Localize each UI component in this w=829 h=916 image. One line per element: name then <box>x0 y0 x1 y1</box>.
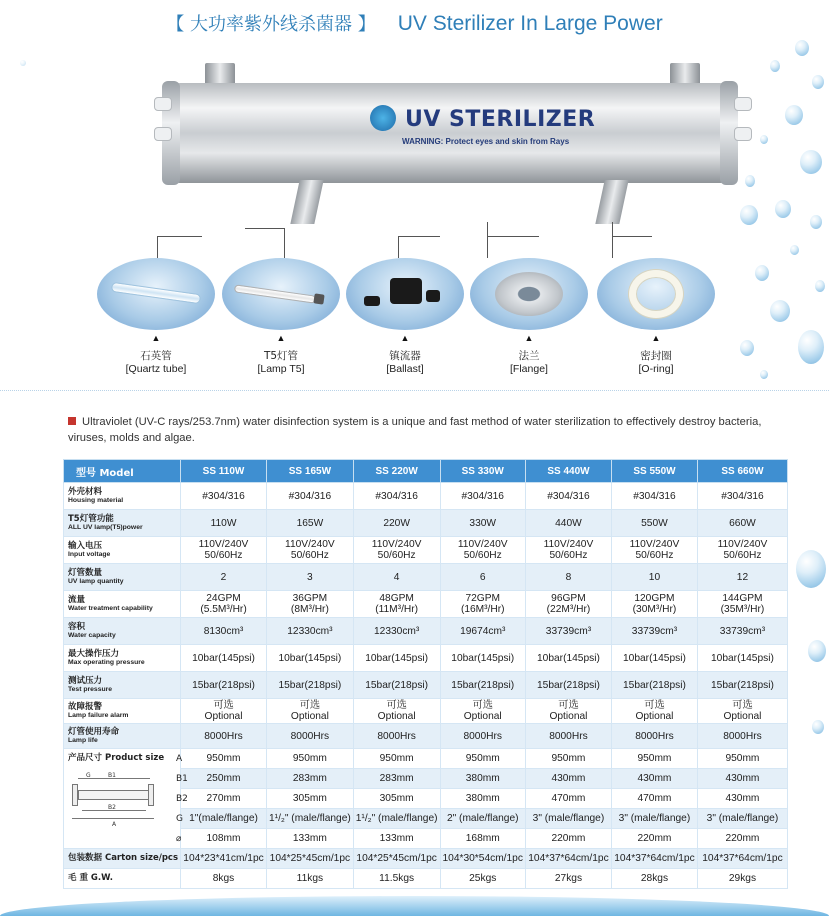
table-cell: 110V/240V 50/60Hz <box>697 537 787 564</box>
table-cell: 283mm <box>353 769 440 789</box>
table-row <box>64 483 788 510</box>
table-cell: 8000Hrs <box>181 724 267 749</box>
row-label <box>64 510 181 537</box>
row-label-english: UV lamp quantity <box>68 578 124 585</box>
row-label-english: Lamp failure alarm <box>68 712 129 719</box>
brand-logo-icon <box>370 105 396 131</box>
flange-icon <box>470 258 588 330</box>
table-cell: 220mm <box>525 829 611 849</box>
row-label-chinese: T5灯管功能 <box>68 514 114 524</box>
table-cell: 15bar(218psi) <box>353 672 440 699</box>
table-cell: 104*37*64cm/1pc <box>525 849 611 869</box>
row-label-chinese: 输入电压 <box>68 541 103 551</box>
title-english: UV Sterilizer In Large Power <box>397 12 663 35</box>
table-cell: 430mm <box>611 769 697 789</box>
product-description: Ultraviolet (UV-C rays/253.7nm) water disinfection system is a unique and fast method of water sterilization to effectively destroy bacteria, viruses, molds and algae. <box>68 416 762 444</box>
table-cell: 19674cm³ <box>440 618 525 645</box>
model-column-header: SS 110W <box>181 460 267 483</box>
table-cell: 8000Hrs <box>611 724 697 749</box>
table-cell: 430mm <box>697 789 787 809</box>
page-title <box>0 10 829 36</box>
component-label-flange: 法兰 [Flange] <box>510 350 548 375</box>
table-cell: 110V/240V 50/60Hz <box>181 537 267 564</box>
table-cell: 可选 Optional <box>267 699 354 724</box>
component-label-quartz-tube: 石英管 [Quartz tube] <box>125 350 187 375</box>
row-label <box>64 537 181 564</box>
table-cell: 12330cm³ <box>267 618 354 645</box>
table-cell: #304/316 <box>611 483 697 510</box>
sterilizer-warning-text: WARNING: Protect eyes and skin from Rays <box>402 137 570 146</box>
row-label <box>64 699 181 724</box>
table-cell: 108mm <box>181 829 267 849</box>
row-label-english: Water capacity <box>68 632 116 639</box>
row-label <box>64 645 181 672</box>
table-cell: 8 <box>525 564 611 591</box>
table-cell: 可选 Optional <box>525 699 611 724</box>
table-cell: 3" (male/flange) <box>525 809 611 829</box>
table-cell: 2" (male/flange) <box>440 809 525 829</box>
table-cell: 660W <box>697 510 787 537</box>
bullet-square-icon <box>68 417 76 425</box>
table-cell: 33739cm³ <box>525 618 611 645</box>
table-cell: 1¹/₂" (male/flange) <box>267 809 354 829</box>
table-cell: 104*37*64cm/1pc <box>611 849 697 869</box>
table-cell: 110V/240V 50/60Hz <box>611 537 697 564</box>
table-cell: 15bar(218psi) <box>181 672 267 699</box>
model-column-header: SS 330W <box>440 460 525 483</box>
ballast-icon <box>346 258 464 330</box>
water-splash-decoration <box>0 896 829 916</box>
table-cell: 104*25*45cm/1pc <box>267 849 354 869</box>
table-cell: 430mm <box>697 769 787 789</box>
product-sheet: 【 大功率紫外线杀菌器 】 UV Sterilizer In Large Power UV STERILIZER WARNING: Protect eyes and skin from Rays ▲ 石英管 [Quartz tube] ▲ T5灯管 [Lamp T5] ▲ 镇流器 [Ballast] ▲ 法兰 [Flange] ▲ 密封圈 [O-ring] Ultraviolet (UV-C rays/253.7nm) water disinfection system is a unique and fast method of water sterilization to effectively destroy bacteria, viruses, molds and algae. 型号 Model SS 110W SS 165W SS 220W SS 330W SS 440W SS 550W SS 660W 外壳材料 Housing material #304/316 #304/316 #304/316 #304/316 #304/316 #304/316 #304/316 T5灯管功能 ALL UV lamp(T5)power 110W 165W 220W 330W 440W 550W 660W 输入电压 Input voltage 110V/240V 50/60Hz 110V/240V 50/60Hz 110V/240V 50/60Hz 110V/240V 50/60Hz 110V/240V 50/60Hz 110V/240V 50/60Hz 110V/240V 50/60Hz 灯管数量 UV lamp quantity 2 3 4 6 8 10 12 流量 Water treatment capability 24GPM (5.5M³/Hr) 36GPM (8M³/Hr) 48GPM (11M³/Hr) 72GPM (16M³/Hr) 96GPM (22M³/Hr) 120GPM (30M³/Hr) 144GPM (35M³/Hr) 容积 Water capacity 8130cm³ 12330cm³ 12330cm³ 19674cm³ 33739cm³ 33739cm³ 33739cm³ 最大操作压力 Max operating pressure 10bar(145psi) 10bar(145psi) 10bar(145psi) 10bar(145psi) 10bar(145psi) 10bar(145psi) 10bar(145psi) 测试压力 Test pressure 15bar(218psi) 15bar(218psi) 15bar(218psi) 15bar(218psi) 15bar(218psi) 15bar(218psi) 15bar(218psi) 故障报警 Lamp failure alarm 可选 Optional 可选 Optional 可选 Optional 可选 Optional 可选 Optional 可选 Optional 可选 Optional 灯管使用寿命 Lamp life 8000Hrs 8000Hrs 8000Hrs 8000Hrs 8000Hrs 8000Hrs 8000Hrs 产品尺寸 Product size G B1 B2 A A B1 B2 G ⌀ 950mm 950mm 950mm 950mm 950mm 950mm 950mm 250mm 283mm 283mm 380mm 430mm 430mm 430mm 270mm 305mm 305mm 380mm 470mm 470mm 430mm 1"(male/flange) 1¹/₂" (male/flange) 1¹/₂" (male/flange) 2" (male/flange) 3" (male/flange) 3" (male/flange) 3" (male/flange) 108mm 133mm 133mm 168mm 220mm 220mm 220mm 包装数据 Carton size/pcs 104*23*41cm/1pc 104*25*45cm/1pc 104*25*45cm/1pc 104*30*54cm/1pc 104*37*64cm/1pc 104*37*64cm/1pc 104*37*64cm/1pc 毛 重 G.W. 8kgs 11kgs 11.5kgs 25kgs 27kgs 28kgs 29kgs <box>0 0 829 916</box>
row-label-english: Max operating pressure <box>68 659 145 666</box>
row-label-chinese: 流量 <box>68 595 86 605</box>
component-label-ballast: 镇流器 [Ballast] <box>386 350 424 375</box>
table-cell: 220mm <box>697 829 787 849</box>
table-cell: 8130cm³ <box>181 618 267 645</box>
table-cell: 6 <box>440 564 525 591</box>
table-cell: 25kgs <box>440 869 525 889</box>
row-label <box>64 483 181 510</box>
table-row <box>64 591 788 618</box>
table-cell: 110V/240V 50/60Hz <box>267 537 354 564</box>
table-cell: 11.5kgs <box>353 869 440 889</box>
title-chinese: 【 大功率紫外线杀菌器 】 <box>166 14 376 35</box>
table-cell: #304/316 <box>525 483 611 510</box>
table-cell: 29kgs <box>697 869 787 889</box>
table-cell: 144GPM (35M³/Hr) <box>697 591 787 618</box>
table-cell: 15bar(218psi) <box>267 672 354 699</box>
dimension-key: ⌀ <box>176 834 182 844</box>
table-cell: 10 <box>611 564 697 591</box>
table-cell: 380mm <box>440 769 525 789</box>
model-column-header: SS 220W <box>353 460 440 483</box>
row-label-english: ALL UV lamp(T5)power <box>68 524 143 531</box>
table-cell: 430mm <box>525 769 611 789</box>
table-row <box>64 645 788 672</box>
table-cell: 15bar(218psi) <box>611 672 697 699</box>
table-cell: 36GPM (8M³/Hr) <box>267 591 354 618</box>
row-label <box>64 618 181 645</box>
row-label-english: Lamp life <box>68 737 98 744</box>
table-cell: 250mm <box>181 769 267 789</box>
table-row <box>64 618 788 645</box>
table-cell: 168mm <box>440 829 525 849</box>
table-cell: 380mm <box>440 789 525 809</box>
model-column-header: SS 165W <box>267 460 354 483</box>
model-column-header: SS 660W <box>697 460 787 483</box>
uv-lamp-icon <box>222 258 340 330</box>
product-size-title: 产品尺寸 Product size <box>68 753 165 763</box>
table-cell: 可选 Optional <box>440 699 525 724</box>
table-cell: 950mm <box>181 749 267 769</box>
model-column-header: SS 550W <box>611 460 697 483</box>
table-cell: 8000Hrs <box>525 724 611 749</box>
section-divider <box>0 390 829 391</box>
row-label <box>64 564 181 591</box>
table-header-row <box>64 460 788 483</box>
table-cell: 10bar(145psi) <box>611 645 697 672</box>
table-cell: 470mm <box>525 789 611 809</box>
dimension-key: B2 <box>176 794 188 804</box>
row-label-chinese: 灯管使用寿命 <box>68 727 120 737</box>
row-label <box>64 672 181 699</box>
table-cell: 27kgs <box>525 869 611 889</box>
component-label-lamp: T5灯管 [Lamp T5] <box>257 350 305 375</box>
o-ring-icon <box>597 258 715 330</box>
table-cell: 104*37*64cm/1pc <box>697 849 787 869</box>
row-label-chinese: 外壳材料 <box>68 487 103 497</box>
table-cell: 72GPM (16M³/Hr) <box>440 591 525 618</box>
table-cell: #304/316 <box>181 483 267 510</box>
support-leg-right <box>595 180 628 224</box>
table-cell: 110V/240V 50/60Hz <box>353 537 440 564</box>
table-row <box>64 869 788 889</box>
table-cell: 可选 Optional <box>181 699 267 724</box>
table-cell: 可选 Optional <box>697 699 787 724</box>
table-cell: 220mm <box>611 829 697 849</box>
table-cell: 270mm <box>181 789 267 809</box>
gross-weight-label: 毛 重 G.W. <box>64 869 181 889</box>
row-label-chinese: 容积 <box>68 622 86 632</box>
sterilizer-brand-text: UV STERILIZER <box>405 107 596 132</box>
table-cell: 950mm <box>267 749 354 769</box>
table-cell: 8000Hrs <box>267 724 354 749</box>
table-row <box>64 510 788 537</box>
dimension-key: G <box>176 814 183 824</box>
table-cell: 950mm <box>440 749 525 769</box>
table-cell: 120GPM (30M³/Hr) <box>611 591 697 618</box>
row-label-chinese: 最大操作压力 <box>68 649 120 659</box>
row-label-english: Test pressure <box>68 686 113 693</box>
table-cell: 104*25*45cm/1pc <box>353 849 440 869</box>
table-cell: 10bar(145psi) <box>267 645 354 672</box>
table-cell: 104*23*41cm/1pc <box>181 849 267 869</box>
table-cell: 165W <box>267 510 354 537</box>
table-cell: 133mm <box>353 829 440 849</box>
table-cell: 28kgs <box>611 869 697 889</box>
table-cell: 12330cm³ <box>353 618 440 645</box>
row-label-english: Water treatment capability <box>68 605 153 612</box>
row-label-english: Input voltage <box>68 551 111 558</box>
table-cell: 950mm <box>697 749 787 769</box>
table-row <box>64 672 788 699</box>
table-cell: 283mm <box>267 769 354 789</box>
row-label-chinese: 测试压力 <box>68 676 103 686</box>
table-cell: #304/316 <box>267 483 354 510</box>
table-cell: 8000Hrs <box>697 724 787 749</box>
table-cell: 950mm <box>611 749 697 769</box>
table-cell: 可选 Optional <box>353 699 440 724</box>
table-cell: 110W <box>181 510 267 537</box>
table-cell: 4 <box>353 564 440 591</box>
model-header: 型号 Model <box>64 460 181 483</box>
table-row <box>64 849 788 869</box>
dimension-drawing-icon: G B1 B2 A <box>68 764 158 824</box>
table-cell: #304/316 <box>697 483 787 510</box>
table-cell: 可选 Optional <box>611 699 697 724</box>
row-label <box>64 591 181 618</box>
component-label-o-ring: 密封圈 [O-ring] <box>638 350 674 375</box>
table-row <box>64 537 788 564</box>
table-cell: 8000Hrs <box>440 724 525 749</box>
table-cell: 15bar(218psi) <box>697 672 787 699</box>
table-cell: #304/316 <box>353 483 440 510</box>
table-cell: 550W <box>611 510 697 537</box>
table-cell: 950mm <box>353 749 440 769</box>
table-cell: 8000Hrs <box>353 724 440 749</box>
table-cell: 10bar(145psi) <box>181 645 267 672</box>
table-cell: 24GPM (5.5M³/Hr) <box>181 591 267 618</box>
table-cell: 8kgs <box>181 869 267 889</box>
quartz-tube-icon <box>97 258 215 330</box>
table-cell: 1¹/₂" (male/flange) <box>353 809 440 829</box>
table-cell: 10bar(145psi) <box>440 645 525 672</box>
table-cell: 3 <box>267 564 354 591</box>
table-cell: 3" (male/flange) <box>611 809 697 829</box>
row-label <box>64 724 181 749</box>
table-cell: #304/316 <box>440 483 525 510</box>
table-cell: 15bar(218psi) <box>440 672 525 699</box>
model-column-header: SS 440W <box>525 460 611 483</box>
table-cell: 3" (male/flange) <box>697 809 787 829</box>
table-cell: 10bar(145psi) <box>697 645 787 672</box>
table-cell: 96GPM (22M³/Hr) <box>525 591 611 618</box>
table-cell: 470mm <box>611 789 697 809</box>
table-row <box>64 749 788 769</box>
product-size-label <box>64 749 188 849</box>
table-row <box>64 564 788 591</box>
dimension-key: A <box>176 754 183 764</box>
table-cell: 133mm <box>267 829 354 849</box>
table-cell: 33739cm³ <box>611 618 697 645</box>
dimension-key: B1 <box>176 774 188 784</box>
table-cell: 220W <box>353 510 440 537</box>
table-cell: 305mm <box>353 789 440 809</box>
specification-table <box>63 459 788 889</box>
table-cell: 110V/240V 50/60Hz <box>440 537 525 564</box>
row-label-chinese: 灯管数量 <box>68 568 103 578</box>
row-label-chinese: 故障报警 <box>68 702 103 712</box>
table-row <box>64 724 788 749</box>
table-cell: 10bar(145psi) <box>525 645 611 672</box>
table-cell: 330W <box>440 510 525 537</box>
table-cell: 1"(male/flange) <box>181 809 267 829</box>
table-cell: 440W <box>525 510 611 537</box>
uv-sterilizer-image <box>150 55 750 225</box>
table-cell: 110V/240V 50/60Hz <box>525 537 611 564</box>
table-cell: 48GPM (11M³/Hr) <box>353 591 440 618</box>
table-cell: 305mm <box>267 789 354 809</box>
table-cell: 12 <box>697 564 787 591</box>
carton-size-label: 包装数据 Carton size/pcs <box>64 849 181 869</box>
table-cell: 104*30*54cm/1pc <box>440 849 525 869</box>
table-cell: 950mm <box>525 749 611 769</box>
table-cell: 11kgs <box>267 869 354 889</box>
sterilizer-tube <box>170 83 730 183</box>
table-cell: 33739cm³ <box>697 618 787 645</box>
table-cell: 15bar(218psi) <box>525 672 611 699</box>
table-cell: 10bar(145psi) <box>353 645 440 672</box>
table-cell: 2 <box>181 564 267 591</box>
table-row <box>64 699 788 724</box>
support-leg-left <box>290 180 323 224</box>
row-label-english: Housing material <box>68 497 124 504</box>
